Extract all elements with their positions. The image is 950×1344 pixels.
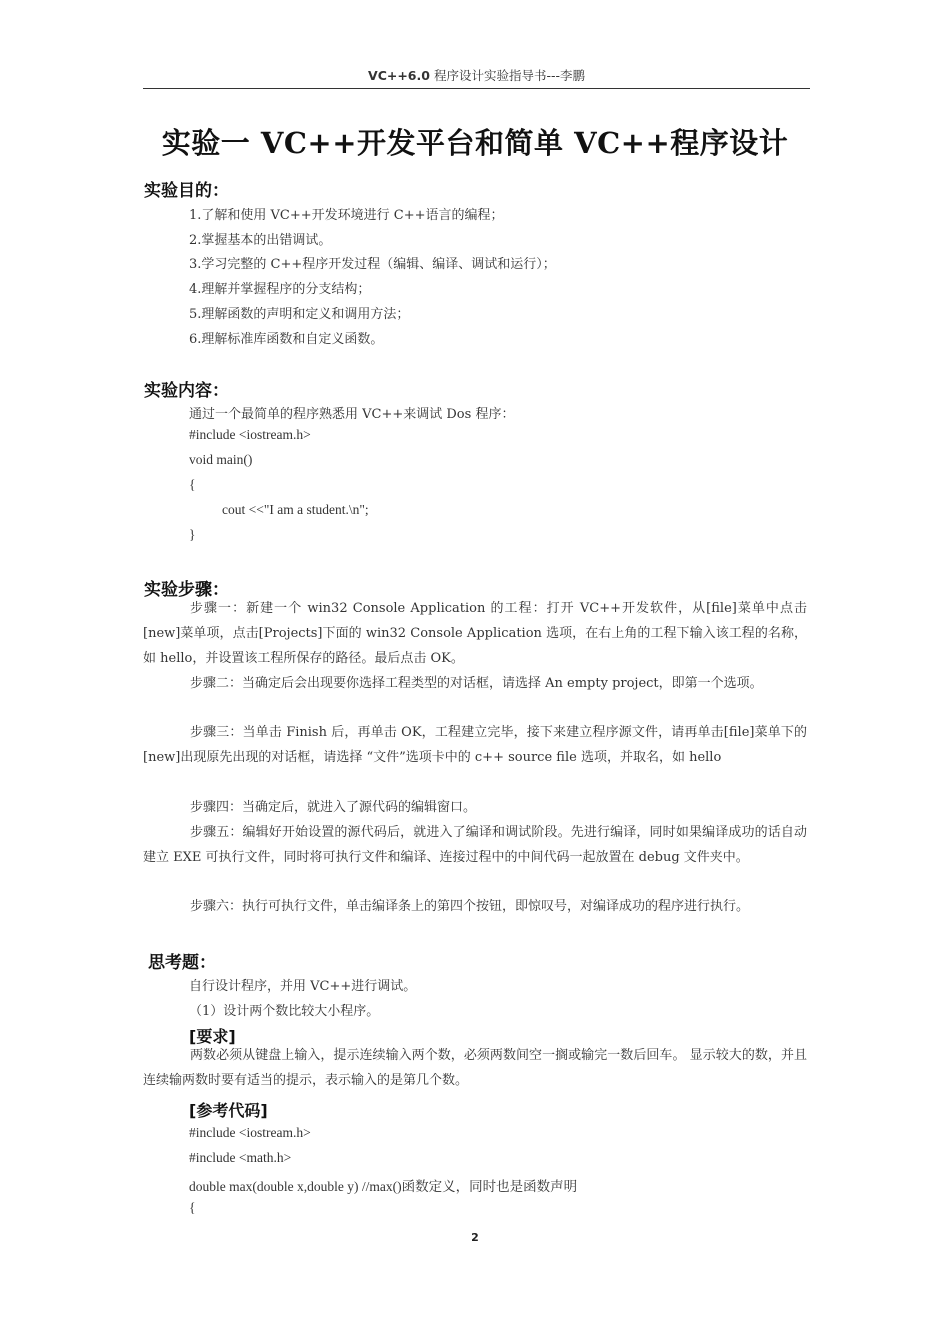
code-line: } bbox=[189, 527, 196, 542]
page-number: 2 bbox=[471, 1231, 479, 1244]
code-line: { bbox=[189, 477, 196, 492]
step-paragraph: 步骤一：新建一个 win32 Console Application 的工程：打开 VC++开发软件，从[file]菜单中点击[new]菜单项，点击[Projects]下面的 win32 Console Application 选项，在右上角的工程下输入该工程的名称，如 hello，并设置该工程所保存的路径。最后点击 OK。 bbox=[143, 601, 807, 666]
code-line: #include <iostream.h> bbox=[189, 427, 311, 442]
header-rule bbox=[143, 88, 810, 89]
reference-code-heading: [参考代码] bbox=[189, 1101, 268, 1120]
step-paragraph: 步骤二：当确定后会出现要你选择工程类型的对话框，请选择 An empty project，即第一个选项。 bbox=[190, 676, 763, 691]
purpose-item: 4.理解并掌握程序的分支结构； bbox=[189, 282, 371, 297]
content-intro: 通过一个最简单的程序熟悉用 VC++来调试 Dos 程序： bbox=[189, 407, 515, 422]
ref-code-line: #include <iostream.h> bbox=[189, 1125, 311, 1140]
step-paragraph: 步骤五：编辑好开始设置的源代码后，就进入了编译和调试阶段。先进行编译，同时如果编译成功的话自动建立 EXE 可执行文件，同时将可执行文件和编译、连接过程中的中间代码一起放置在 debug 文件夹中。 bbox=[143, 825, 807, 865]
header-title-bold: VC++6.0 bbox=[368, 68, 430, 83]
ref-code-line: { bbox=[189, 1200, 196, 1215]
purpose-heading: 实验目的： bbox=[144, 181, 229, 201]
questions-task: （1）设计两个数比较大小程序。 bbox=[189, 1004, 380, 1019]
header-title-rest: 程序设计实验指导书---李鹏 bbox=[429, 68, 585, 83]
requirements-heading: [要求] bbox=[189, 1027, 236, 1046]
code-line: cout <<"I am a student.\n"; bbox=[222, 502, 369, 517]
purpose-item: 5.理解函数的声明和定义和调用方法； bbox=[189, 307, 410, 322]
running-header bbox=[143, 66, 810, 84]
code-line: void main() bbox=[189, 452, 253, 467]
ref-code-line: double max(double x,double y) //max()函数定义，同时也是函数声明 bbox=[189, 1179, 578, 1194]
step-paragraph: 步骤三：当单击 Finish 后，再单击 OK，工程建立完毕，接下来建立程序源文件，请再单击[file]菜单下的[new]出现原先出现的对话框，请选择 “文件”选项卡中的 c++ source file 选项，并取名，如 hello bbox=[143, 725, 807, 765]
step-paragraph: 步骤四：当确定后，就进入了源代码的编辑窗口。 bbox=[190, 800, 477, 815]
purpose-item: 1.了解和使用 VC++开发环境进行 C++语言的编程； bbox=[189, 208, 504, 223]
document-title: 实验一 VC++开发平台和简单 VC++程序设计 bbox=[161, 126, 789, 160]
ref-code-line: #include <math.h> bbox=[189, 1150, 292, 1165]
questions-intro: 自行设计程序，并用 VC++进行调试。 bbox=[189, 979, 417, 994]
requirements-text: 两数必须从键盘上输入，提示连续输入两个数，必须两数间空一搁或输完一数后回车。 显示较大的数，并且连续输两数时要有适当的提示，表示输入的是第几个数。 bbox=[143, 1048, 807, 1088]
purpose-item: 2.掌握基本的出错调试。 bbox=[189, 233, 332, 248]
content-heading: 实验内容： bbox=[144, 381, 229, 401]
steps-heading: 实验步骤： bbox=[144, 580, 229, 600]
purpose-item: 3.学习完整的 C++程序开发过程（编辑、编译、调试和运行）； bbox=[189, 257, 556, 272]
step-paragraph: 步骤六：执行可执行文件，单击编译条上的第四个按钮，即惊叹号，对编译成功的程序进行执行。 bbox=[190, 899, 750, 914]
questions-heading: 思考题： bbox=[148, 953, 216, 973]
purpose-item: 6.理解标准库函数和自定义函数。 bbox=[189, 332, 384, 347]
